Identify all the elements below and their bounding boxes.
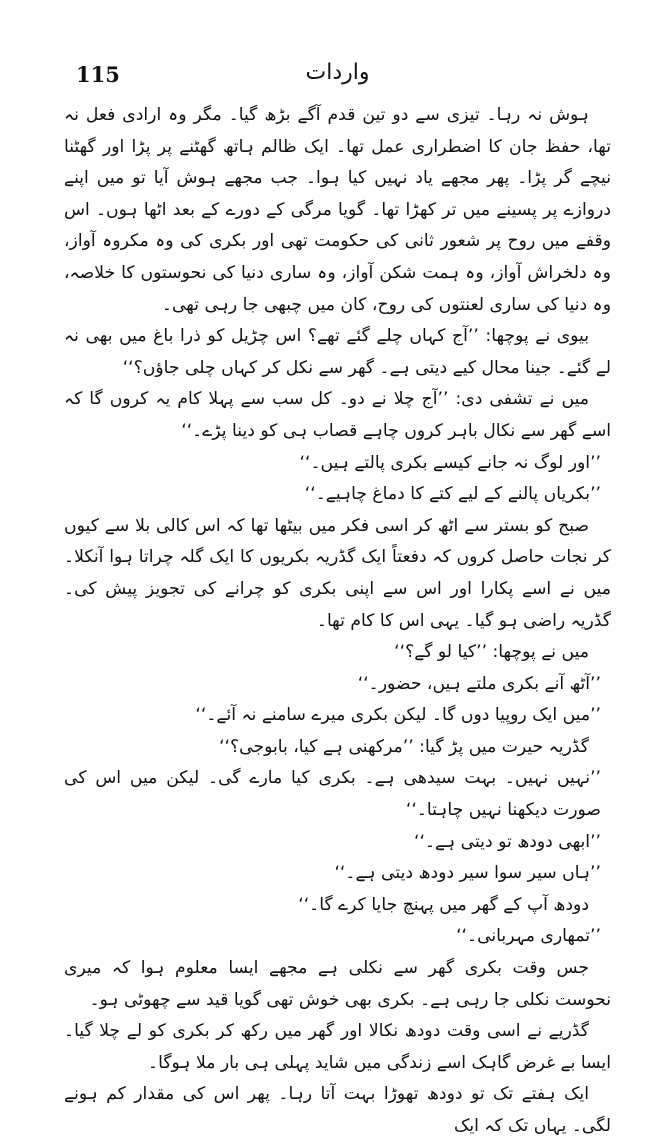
paragraph: بیوی نے پوچھا: ’’آج کہاں چلے گئے تھے؟ اس چڑیل کو ذرا باغ میں بھی نہ لے گئے۔ جینا محال کیے دیتی ہے۔ گھر سے نکل کر کہاں چلی جاؤں؟‘‘: [64, 326, 611, 378]
paragraph: جس وقت بکری گھر سے نکلی ہے مجھے ایسا معلوم ہوا کہ میری نحوست نکلی جا رہی ہے۔ بکری بھی خوش تھی گویا قید سے چھوٹی ہو۔: [64, 958, 611, 1010]
paragraph: ہوش نہ رہا۔ تیزی سے دو تین قدم آگے بڑھ گیا۔ مگر وہ ارادی فعل نہ تھا، حفظ جان کا اضطراری عمل تھا۔ ایک ظالم ہاتھ گھٹنے پر پڑا اور گھٹنا نیچے گر پڑا۔ پھر مجھے یاد نہیں کیا ہوا۔ جب مجھے ہوش آیا تو میں اپنے دروازے پر پسینے میں تر کھڑا تھا۔ گویا مرگی کے دورے کے بعد اٹھا ہوں۔ اس وقفے میں روح پر شعور ثانی کی حکومت تھی اور بکری کی وہ مکروہ آواز، وہ دلخراش آواز، وہ ہمت شکن آواز، وہ ساری دنیا کی نحوستوں کا خلاصہ، وہ دنیا کی ساری لعنتوں کی روح، کان میں چبھی جا رہی تھی۔: [64, 105, 611, 315]
dialogue-line: ’’بکریاں پالنے کے لیے کتے کا دماغ چاہیے۔‘‘: [304, 484, 601, 505]
body-text: [64, 100, 611, 1143]
page-number: 115: [76, 62, 120, 87]
running-title: واردات: [305, 60, 370, 85]
paragraph: گڈریہ حیرت میں پڑ گیا: ’’مرکھنی ہے کیا، بابوجی؟‘‘: [219, 736, 589, 757]
dialogue-line: ’’میں ایک روپیا دوں گا۔ لیکن بکری میرے سامنے نہ آئے۔‘‘: [195, 705, 601, 726]
paragraph: صبح کو بستر سے اٹھ کر اسی فکر میں بیٹھا تھا کہ اس کالی بلا سے کیوں کر نجات حاصل کروں کہ دفعتاً ایک گڈریہ بکریوں کا ایک گلہ چراتا ہوا آنکلا۔ میں نے اسے پکارا اور اس سے اپنی بکری کو چرانے کی تجویز پیش کی۔ گڈریہ راضی ہو گیا۔ یہی اس کا کام تھا۔: [64, 515, 611, 631]
dialogue-line: ’’اور لوگ نہ جانے کیسے بکری پالتے ہیں۔‘‘: [299, 452, 601, 473]
dialogue-line: ’’تمھاری مہربانی۔‘‘: [456, 926, 601, 947]
paragraph: میں نے تشفی دی: ’’آج چلا نے دو۔ کل سب سے پہلا کام یہ کروں گا کہ اسے گھر سے نکال باہر کروں چاہے قصاب ہی کو دینا پڑے۔‘‘: [64, 389, 611, 441]
paragraph: دودھ آپ کے گھر میں پہنچ جایا کرے گا۔‘‘: [298, 894, 589, 915]
dialogue-line: ’’نہیں نہیں۔ بہت سیدھی ہے۔ بکری کیا مارے گی۔ لیکن میں اس کی صورت دیکھنا نہیں چاہتا۔‘‘: [64, 768, 601, 821]
paragraph: میں نے پوچھا: ’’کیا لو گے؟‘‘: [394, 642, 589, 663]
page-header: [64, 56, 611, 100]
dialogue-line: ’’ہاں سیر سوا سیر دودھ دیتی ہے۔‘‘: [334, 863, 601, 884]
dialogue-line: ’’آٹھ آنے بکری ملتے ہیں، حضور۔‘‘: [357, 673, 601, 694]
paragraph: ایک ہفتے تک تو دودھ تھوڑا بہت آتا رہا۔ پھر اس کی مقدار کم ہونے لگی۔ یہاں تک کہ ایک: [64, 1084, 611, 1136]
dialogue-line: ’’ابھی دودھ تو دیتی ہے۔‘‘: [414, 831, 601, 852]
paragraph: گڈریے نے اسی وقت دودھ نکالا اور گھر میں رکھ کر بکری کو لے چلا گیا۔ ایسا بے غرض گاہک اسے زندگی میں شاید پہلی ہی بار ملا ہوگا۔: [64, 1021, 611, 1073]
